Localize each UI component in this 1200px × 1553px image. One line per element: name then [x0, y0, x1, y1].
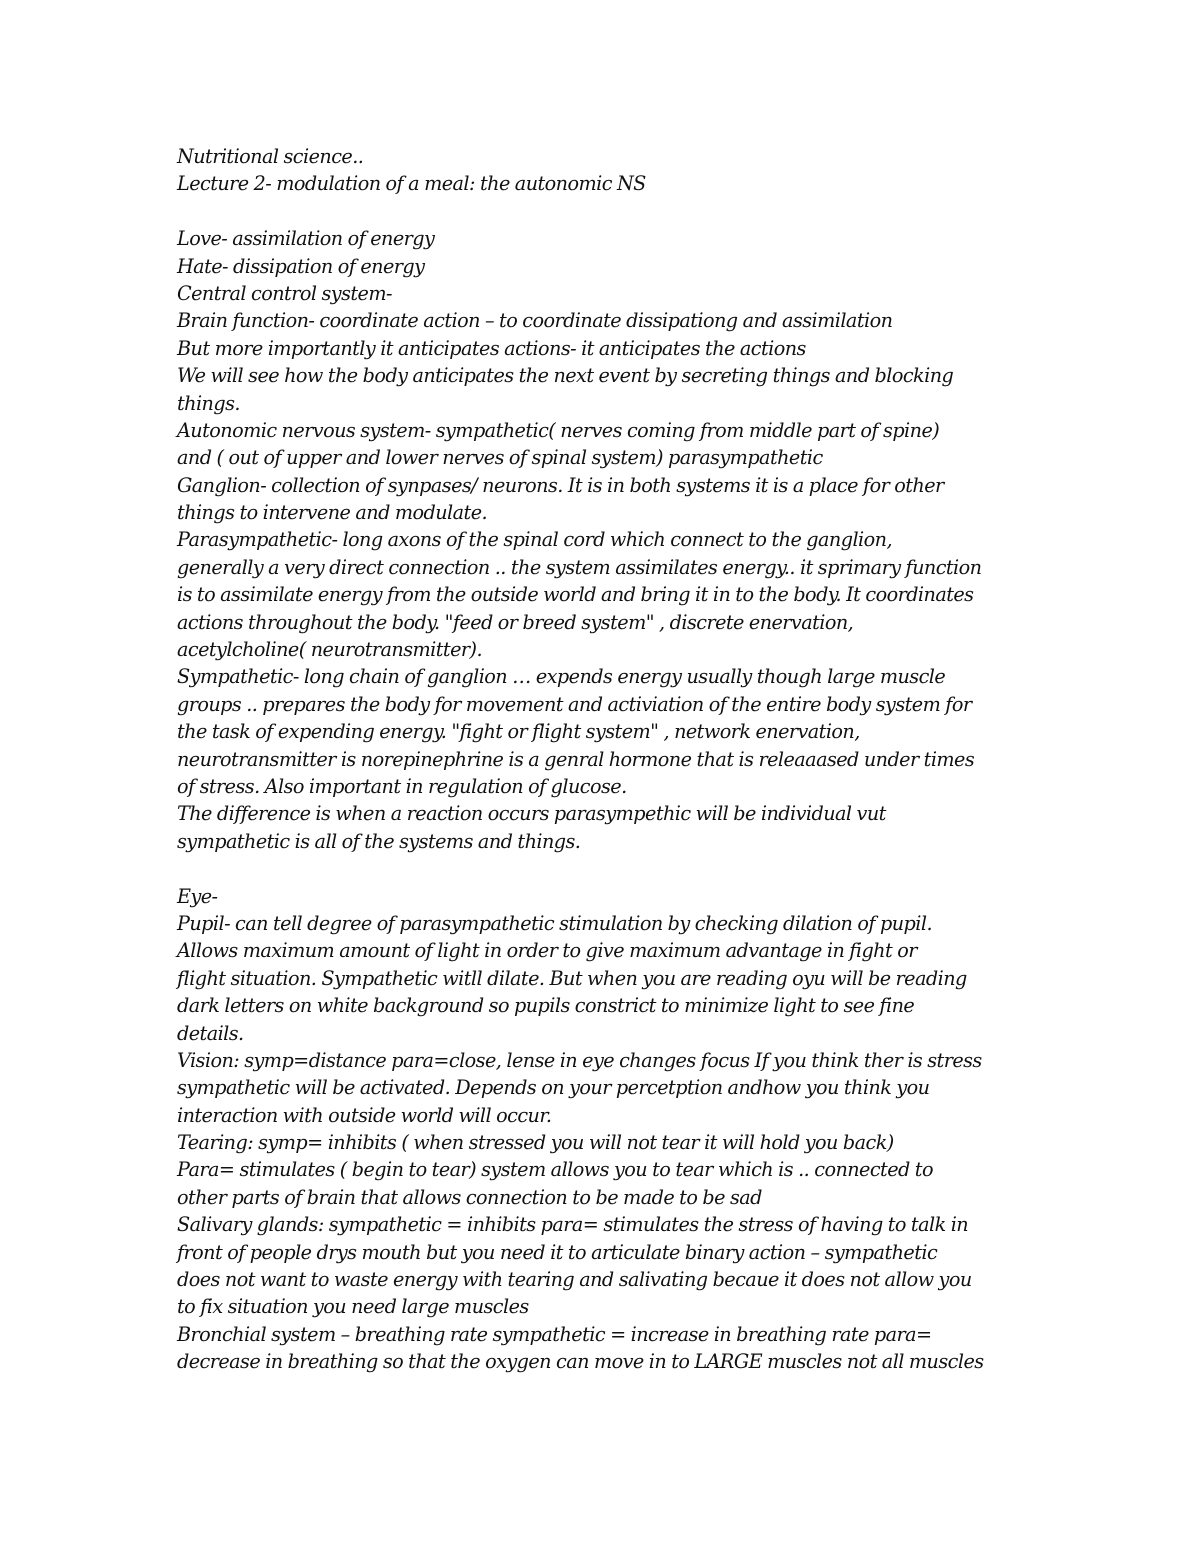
- intro-section: [177, 225, 1037, 855]
- text-line: Parasympathetic- long axons of the spinal cord which connect to the ganglion,: [177, 528, 892, 552]
- text-line: sympathetic will be activated. Depends on your percetption andhow you think you: [177, 1076, 930, 1100]
- text-line: Love- assimilation of energy: [177, 227, 435, 251]
- text-line: Ganglion- collection of synpases/ neurons. It is in both systems it is a place for other: [177, 473, 944, 497]
- text-line: other parts of brain that allows connection to be made to be sad: [177, 1185, 762, 1209]
- section-heading: Eye-: [177, 884, 218, 908]
- text-line: Brain function- coordinate action – to coordinate dissipationg and assimilation: [177, 309, 893, 333]
- text-line: We will see how the body anticipates the next event by secreting things and blocking: [177, 364, 954, 388]
- text-line: But more importantly it anticipates actions- it anticipates the actions: [177, 336, 806, 360]
- text-line: The difference is when a reaction occurs parasympethic will be individual vut: [177, 802, 886, 826]
- text-line: sympathetic is all of the systems and things.: [177, 829, 581, 853]
- text-line: interaction with outside world will occur.: [177, 1103, 552, 1127]
- text-line: acetylcholine( neurotransmitter).: [177, 638, 482, 662]
- text-line: decrease in breathing so that the oxygen can move in to LARGE muscles not all muscles: [177, 1350, 984, 1374]
- text-line: dark letters on white background so pupils constrict to minimize light to see fine: [177, 994, 915, 1018]
- blank-line: [177, 198, 1037, 225]
- text-line: Allows maximum amount of light in order to give maximum advantage in fight or: [177, 939, 917, 963]
- text-line: Autonomic nervous system- sympathetic( nerves coming from middle part of spine): [177, 418, 940, 442]
- text-line: does not want to waste energy with tearing and salivating becaue it does not allow you: [177, 1268, 972, 1292]
- text-line: front of people drys mouth but you need it to articulate binary action – sympathetic: [177, 1240, 938, 1264]
- document-body: [177, 143, 1037, 1376]
- text-line: of stress. Also important in regulation of glucose.: [177, 774, 627, 798]
- text-line: is to assimilate energy from the outside world and bring it in to the body. It coordinates: [177, 583, 974, 607]
- text-line: Para= stimulates ( begin to tear) system allows you to tear which is .. connected to: [177, 1158, 933, 1182]
- text-line: generally a very direct connection .. the system assimilates energy.. it sprimary function: [177, 555, 982, 579]
- text-line: things to intervene and modulate.: [177, 501, 488, 525]
- text-line: Central control system-: [177, 281, 392, 305]
- text-line: to fix situation you need large muscles: [177, 1295, 529, 1319]
- text-line: Pupil- can tell degree of parasympathetic stimulation by checking dilation of pupil.: [177, 911, 933, 935]
- text-line: Sympathetic- long chain of ganglion … expends energy usually though large muscle: [177, 665, 946, 689]
- text-line: flight situation. Sympathetic witll dilate. But when you are reading oyu will be reading: [177, 966, 967, 990]
- text-line: and ( out of upper and lower nerves of spinal system) parasympathetic: [177, 446, 823, 470]
- text-line: actions throughout the body. "feed or breed system" , discrete enervation,: [177, 610, 854, 634]
- text-line: Hate- dissipation of energy: [177, 254, 425, 278]
- text-line: things.: [177, 391, 240, 415]
- text-line: groups .. prepares the body for movement and activiation of the entire body system for: [177, 692, 972, 716]
- eye-section: [177, 883, 1037, 1376]
- document-title: Nutritional science..: [177, 145, 364, 168]
- lecture-heading: Lecture 2- modulation of a meal: the autonomic NS: [177, 172, 646, 196]
- text-line: Salivary glands: sympathetic = inhibits para= stimulates the stress of having to talk in: [177, 1213, 969, 1237]
- text-line: the task of expending energy. "fight or flight system" , network enervation,: [177, 720, 860, 744]
- text-line: Vision: symp=distance para=close, lense in eye changes focus If you think ther is stress: [177, 1048, 982, 1072]
- blank-line: [177, 855, 1037, 882]
- text-line: details.: [177, 1021, 244, 1045]
- text-line: Bronchial system – breathing rate sympathetic = increase in breathing rate para=: [177, 1322, 932, 1346]
- text-line: neurotransmitter is norepinephrine is a genral hormone that is releaaased under times: [177, 747, 975, 771]
- text-line: Tearing: symp= inhibits ( when stressed you will not tear it will hold you back): [177, 1131, 894, 1155]
